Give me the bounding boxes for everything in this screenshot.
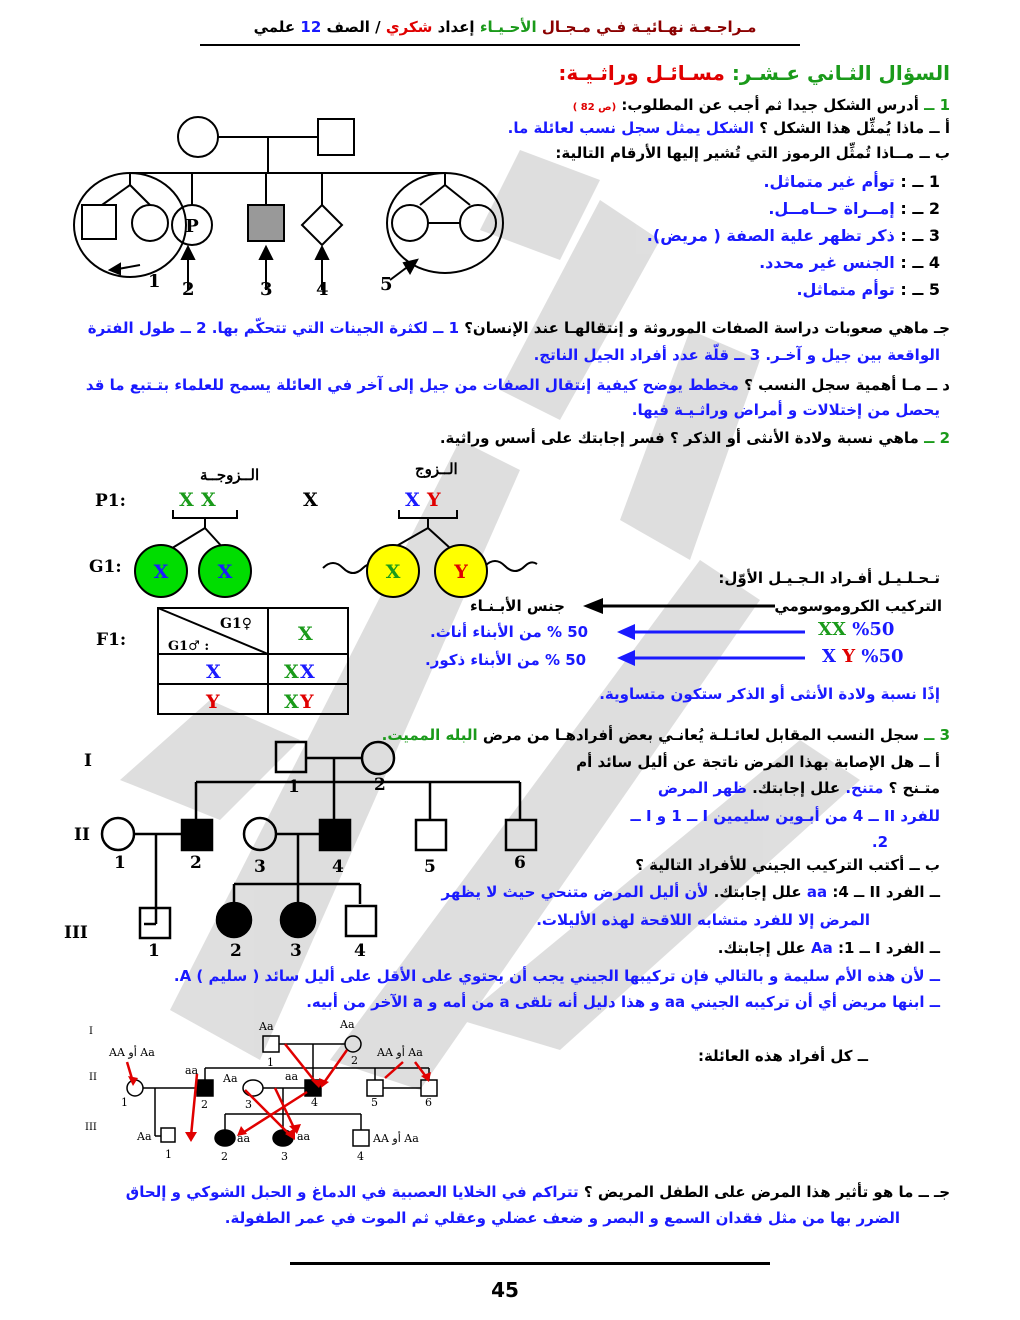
sex-determination-cross bbox=[89, 460, 555, 600]
header-part5: / الصف bbox=[326, 18, 381, 36]
punnett-square bbox=[158, 608, 358, 718]
row1-percent: %50 bbox=[852, 619, 895, 640]
twin-identical-female-1 bbox=[392, 205, 428, 241]
grid-male-header: G1♂ : bbox=[168, 639, 210, 654]
col-sex: جنس الأبـنـاء bbox=[470, 597, 565, 615]
q3b1-question: ــ الفرد II ــ 4: bbox=[832, 883, 940, 901]
q3a-q2: متـنح ؟ bbox=[888, 779, 940, 797]
col-genotype: التركيب الكروموسومي bbox=[774, 597, 942, 615]
gen-label-III: III bbox=[64, 923, 88, 943]
q3a-answer-4: 2. bbox=[871, 833, 888, 851]
q1c-line1 bbox=[88, 318, 950, 338]
gen-label-I: I bbox=[84, 751, 92, 771]
III-3-affected-female bbox=[281, 903, 315, 937]
cell-xy-b: Y bbox=[300, 691, 314, 713]
lbl-II4: aa bbox=[285, 1070, 299, 1083]
III-1-num: 1 bbox=[148, 941, 160, 961]
lbl-III4: AA أو Aa bbox=[373, 1132, 419, 1145]
II-6-male bbox=[506, 820, 536, 850]
sm-III4-num: 4 bbox=[357, 1150, 364, 1163]
q3b2-answer-2: ــ ابنها مريض أي أن تركيبه الجيني aa و هذا دليل أنه تلقى a من أمه و a الآخر من أبيه. bbox=[306, 993, 940, 1011]
I-1-male bbox=[276, 742, 306, 772]
II-1-num: 1 bbox=[114, 853, 126, 873]
q2-number: 2 ــ bbox=[924, 429, 950, 447]
parent-female-symbol bbox=[178, 117, 218, 157]
q1d-line1 bbox=[86, 375, 950, 395]
q1c-answer-2: الواقعة بين جيل و آخـر. 3 ــ قلّة عدد أفراد الجيل الناتج. bbox=[533, 346, 940, 364]
title-main: السؤال الثـاني عـشـر: bbox=[731, 61, 950, 85]
pedigree-chart-main bbox=[64, 738, 630, 968]
q1c-answer-1: 1 ــ لكثرة الجينات التي تتحكّم بها. 2 ــ طول الفترة bbox=[87, 319, 459, 337]
q1b-item-2-val: إمــراة حــامــل. bbox=[768, 199, 895, 218]
gamete-x-2: X bbox=[217, 561, 233, 583]
q1b-item-3-val: ذكر تظهر علية الصفة ( مريض). bbox=[646, 226, 895, 245]
q3b1-answer-1: لأن أليل المرض متنحي حيث لا يظهر bbox=[441, 883, 709, 901]
q2-line bbox=[440, 428, 950, 448]
analysis-heading: تـحـلـيـل أفـراد الـجـيـل الأوّل: bbox=[718, 569, 940, 587]
header-rule bbox=[200, 44, 800, 46]
gen-III-small: III bbox=[85, 1122, 97, 1133]
II-6-num: 6 bbox=[514, 853, 526, 873]
cross-symbol: X bbox=[303, 489, 318, 511]
gen-II-small: II bbox=[89, 1072, 97, 1083]
p1-label: P1: bbox=[95, 491, 126, 511]
I-2-num: 2 bbox=[374, 775, 386, 795]
lbl-II1: AA أو Aa bbox=[109, 1046, 155, 1059]
husband-y: Y bbox=[427, 489, 441, 511]
header-part4: شكري bbox=[385, 18, 433, 36]
III-3-num: 3 bbox=[290, 941, 302, 961]
grid-row-y: Y bbox=[206, 691, 220, 713]
gamete-x-3: X bbox=[385, 561, 401, 583]
II-5-num: 5 bbox=[424, 857, 436, 877]
analysis-arrows bbox=[575, 595, 995, 675]
gamete-y: Y bbox=[454, 561, 468, 583]
lbl-II2: aa bbox=[185, 1064, 199, 1077]
row2-genotype bbox=[822, 646, 904, 667]
q3b1-genotype: aa bbox=[806, 883, 828, 901]
sm-II1-num: 1 bbox=[121, 1096, 128, 1109]
row1-genotype bbox=[818, 619, 894, 640]
husband-x: X bbox=[405, 489, 420, 511]
II-3-female bbox=[244, 818, 276, 850]
row1-x2: X bbox=[831, 619, 846, 640]
wife-x2: X bbox=[201, 489, 216, 511]
lbl-II56: AA أو Aa bbox=[377, 1046, 423, 1059]
lbl-II3: Aa bbox=[223, 1072, 238, 1085]
q1d-question: د ــ مـا أهمية سجل النسب ؟ bbox=[744, 376, 950, 394]
q1b-item-4-val: الجنس غير محدد. bbox=[759, 253, 895, 272]
husband-label: الــزوج bbox=[415, 460, 458, 478]
q1a-question: أ ــ ماذا يُمثِّل هذا الشكل ؟ bbox=[759, 119, 950, 137]
q3a-line2 bbox=[658, 778, 940, 798]
q1b-item-2 bbox=[768, 199, 940, 219]
q3-disease: البله المميت. bbox=[381, 726, 478, 744]
diagram-num-5: 5 bbox=[380, 274, 393, 295]
q1b-item-4-num: 4 ــ : bbox=[900, 253, 940, 272]
f1-label: F1: bbox=[96, 630, 127, 650]
diagram-num-3: 3 bbox=[260, 279, 273, 300]
q3b2-line bbox=[718, 938, 940, 958]
row2-x: X bbox=[822, 646, 836, 667]
q1-text: أدرس الشكل جيدا ثم أجب عن المطلوب: bbox=[621, 96, 919, 114]
wife-x1: X bbox=[179, 489, 194, 511]
row1-sex: 50 % من الأبناء أناث. bbox=[430, 623, 589, 641]
q1b-item-3-num: 3 ــ : bbox=[900, 226, 940, 245]
lbl-III2: aa bbox=[237, 1132, 251, 1145]
sm-II4-num: 4 bbox=[311, 1096, 318, 1109]
sm-II5-num: 5 bbox=[371, 1096, 378, 1109]
header-part7: علمي bbox=[253, 18, 296, 36]
header-part1: مـراجـعـة نهـائيـة فـي مـجـال bbox=[541, 18, 757, 36]
diagram-num-1: 1 bbox=[148, 271, 161, 292]
q3c-answer-1: تتراكم في الخلايا العصبية في الدماغ و الحبل الشوكي و إلحاق bbox=[125, 1183, 579, 1201]
q1b-item-5-val: توأم متماثل. bbox=[796, 280, 895, 299]
sm-III1-num: 1 bbox=[165, 1148, 172, 1161]
q1b-item-1-num: 1 ــ : bbox=[900, 172, 940, 191]
q3-number: 3 ــ bbox=[924, 726, 950, 744]
row1-x1: X bbox=[818, 619, 832, 640]
sm-II6-num: 6 bbox=[425, 1096, 432, 1109]
q1-number: 1 ــ bbox=[924, 96, 950, 114]
q1c-question: جـ ماهي صعوبات دراسة الصفات الموروثة و إنتقالهـا عند الإنسان؟ bbox=[464, 319, 950, 337]
header-part3: إعداد bbox=[437, 18, 475, 36]
q1b-question: ب ــ مــاذا تُمثِّل الرموز التي تُشير إليها الأرقام التالية: bbox=[555, 144, 950, 162]
cell-xx-b: X bbox=[300, 661, 315, 683]
title-sub: مسـائـل وراثـيـة: bbox=[558, 61, 725, 85]
pregnant-p-label: P bbox=[185, 216, 199, 237]
III-2-num: 2 bbox=[230, 941, 242, 961]
gen-I-small: I bbox=[89, 1026, 93, 1037]
q1b-item-5-num: 5 ــ : bbox=[900, 280, 940, 299]
q3b2-why: علل إجابتك. bbox=[717, 939, 806, 957]
sm-I1-num: 1 bbox=[267, 1056, 274, 1069]
III-4-male bbox=[346, 906, 376, 936]
diagram-num-4: 4 bbox=[316, 279, 329, 300]
lbl-I2: Aa bbox=[340, 1018, 355, 1031]
II-5-male bbox=[416, 820, 446, 850]
III-4-num: 4 bbox=[354, 941, 366, 961]
page-header bbox=[200, 18, 810, 36]
q1-line bbox=[573, 95, 950, 118]
grid-row-x: X bbox=[206, 661, 221, 683]
q2-conclusion: إذًا نسبة ولادة الأنثى أو الذكر ستكون متساوية. bbox=[599, 685, 940, 703]
q3a-q1: أ ــ هل الإصابة بهذا المرض ناتجة عن أليل سائد أم bbox=[576, 753, 940, 771]
page-number: 45 bbox=[491, 1278, 519, 1302]
q1-ref: (ص 82 ) bbox=[572, 102, 617, 113]
affected-male-symbol bbox=[248, 205, 284, 241]
lbl-III1: Aa bbox=[137, 1130, 152, 1143]
q1d-answer-2: يحصل من إختلالات و أمراض وراثـيـة فيها. bbox=[631, 401, 940, 419]
I-1-num: 1 bbox=[288, 777, 300, 797]
cell-xy-a: X bbox=[284, 691, 299, 713]
q3c-answer-2: الضرر بها من مثل فقدان السمع و البصر و ضعف عضلي وعقلي ثم الموت في عمر الطفولة. bbox=[224, 1209, 900, 1227]
q3b1-why: علل إجابتك. bbox=[713, 883, 802, 901]
twin-male-symbol bbox=[82, 205, 116, 239]
q1b-item-4 bbox=[759, 253, 940, 273]
q3a-answer-2: ظهر المرض bbox=[657, 779, 747, 797]
II-2-affected-male bbox=[182, 820, 212, 850]
q1a-answer: الشكل يمثل سجل نسب لعائلة ما. bbox=[507, 119, 755, 137]
section-title bbox=[558, 60, 950, 86]
lbl-III3: aa bbox=[297, 1130, 311, 1143]
row2-sex: 50 % من الأبناء ذكور. bbox=[425, 651, 587, 669]
grid-col-x: X bbox=[298, 623, 313, 645]
g1-label: G1: bbox=[89, 557, 122, 577]
q1a-line bbox=[508, 118, 950, 138]
q3a-q3: علل إجابتك. bbox=[752, 779, 841, 797]
footer-rule bbox=[290, 1262, 770, 1265]
q1b-item-1-val: توأم غير متماثل. bbox=[763, 172, 895, 191]
pedigree-chart-annotated bbox=[85, 1018, 465, 1168]
q3b2-genotype: Aa bbox=[811, 939, 833, 957]
q3c-line1 bbox=[126, 1182, 950, 1202]
sm-III3-num: 3 bbox=[281, 1150, 288, 1163]
q2-text: ماهي نسبة ولادة الأنثى أو الذكر ؟ فسر إجابتك على أسس وراثية. bbox=[439, 429, 919, 447]
q3-text: سجل النسب المقابل لعائـلـة يُعانـي بعض أفرادهـا من مرض bbox=[482, 726, 919, 744]
q1b-item-5 bbox=[796, 280, 940, 300]
parent-male-symbol bbox=[318, 119, 354, 155]
sm-III2-num: 2 bbox=[221, 1150, 228, 1163]
II-4-affected-male bbox=[320, 820, 350, 850]
q3a-answer: متنح. bbox=[845, 779, 884, 797]
sm-II3-num: 3 bbox=[245, 1098, 252, 1111]
q3b2-answer-1: ــ لأن هذه الأم سليمة و بالتالي فإن تركيبها الجيني يجب أن يحتوي على الأقل على أليل سائد ( سليم ) A. bbox=[173, 967, 940, 985]
III-2-affected-female bbox=[217, 903, 251, 937]
diagram-num-2: 2 bbox=[182, 279, 195, 300]
family-question: ــ كل أفراد هذه العائلة: bbox=[697, 1047, 868, 1065]
sm-I2-num: 2 bbox=[351, 1054, 358, 1067]
q3b1-answer-2: المرض إلا للفرد متشابه اللاقحة لهذه الأليلات. bbox=[536, 911, 870, 929]
II-2-num: 2 bbox=[190, 853, 202, 873]
q3b2-question: ــ الفرد I ــ 1: bbox=[837, 939, 940, 957]
gamete-x-1: X bbox=[153, 561, 169, 583]
unknown-sex-symbol bbox=[302, 205, 342, 245]
header-part2: الأحـيـاء bbox=[479, 18, 537, 36]
II-1-female bbox=[102, 818, 134, 850]
q3c-question: جـ ــ ما هو تأثير هذا المرض على الطفل المريض ؟ bbox=[583, 1183, 950, 1201]
q1b-item-3 bbox=[647, 226, 940, 246]
q1d-answer-1: مخطط يوضح كيفية إنتقال الصفات من جيل إلى آخر في العائلة يسمح للعلماء بتـتبع ما قد bbox=[85, 376, 739, 394]
header-part6: 12 bbox=[300, 18, 322, 36]
twins-nonidentical-circle bbox=[74, 173, 186, 277]
II-3-num: 3 bbox=[254, 857, 266, 877]
cell-xx-a: X bbox=[284, 661, 299, 683]
grid-female-header: G1♀ bbox=[220, 616, 252, 632]
II-4-num: 4 bbox=[332, 857, 344, 877]
sm-II2-num: 2 bbox=[201, 1098, 208, 1111]
gen-label-II: II bbox=[74, 825, 90, 845]
twin-female-symbol bbox=[132, 205, 168, 241]
pedigree-symbols-diagram bbox=[60, 105, 480, 305]
wife-label: الــزوجــة bbox=[200, 466, 260, 484]
row2-percent: %50 bbox=[861, 646, 904, 667]
lbl-I1: Aa bbox=[259, 1020, 274, 1033]
q1b-item-1 bbox=[763, 172, 940, 192]
I-2-female bbox=[362, 742, 394, 774]
q3b-question: ب ــ أكتب التركيب الجيني للأفراد التالية ؟ bbox=[635, 856, 940, 874]
row2-y: Y bbox=[842, 646, 856, 667]
q1b-item-2-num: 2 ــ : bbox=[900, 199, 940, 218]
q3a-answer-3: للفرد II ــ 4 من أبـوين سليمين I ــ 1 و I ــ bbox=[630, 807, 940, 825]
